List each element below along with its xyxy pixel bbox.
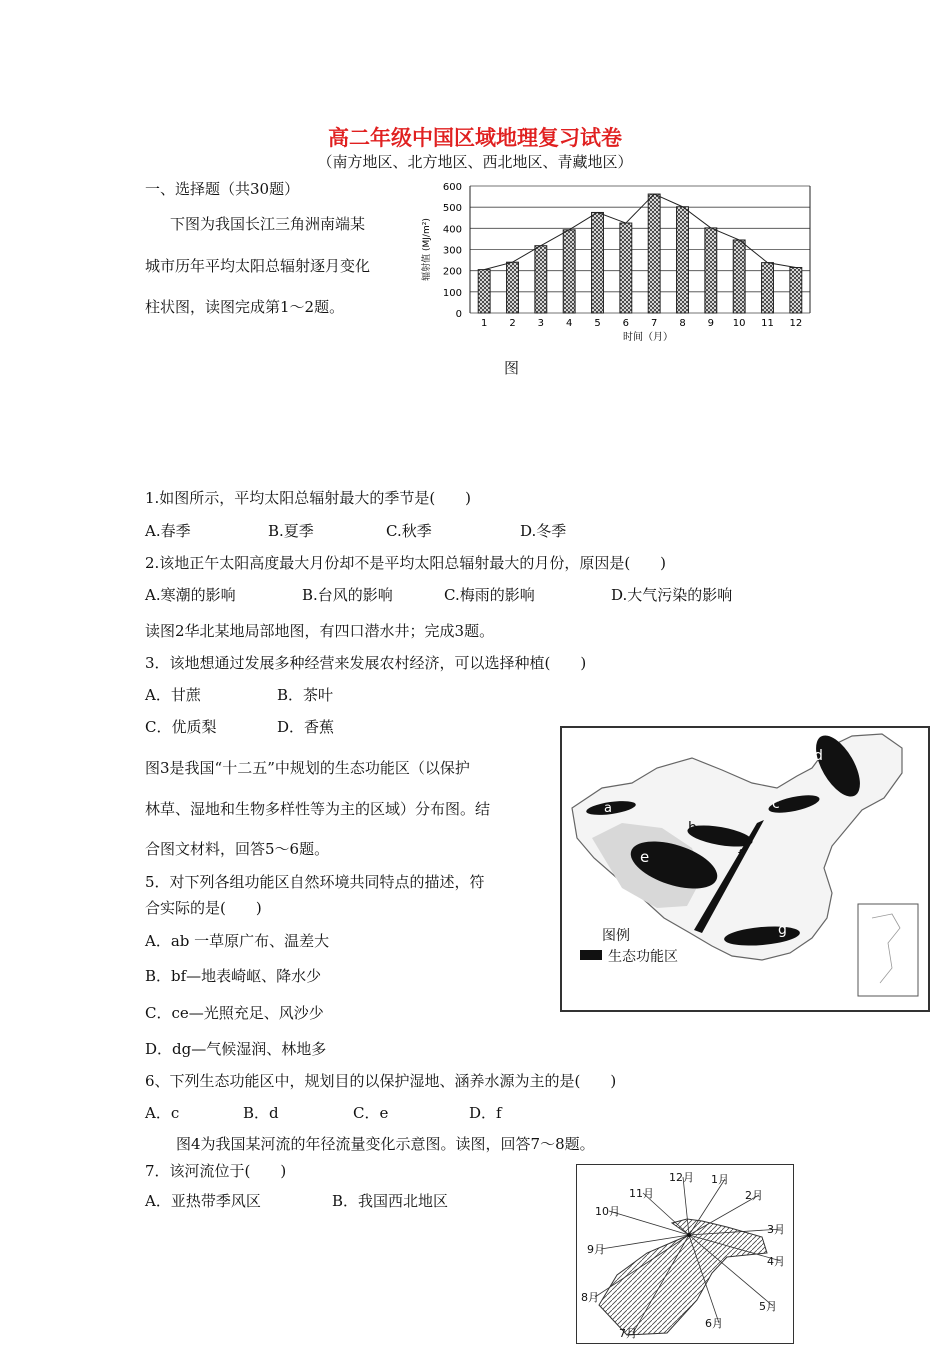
x-tick-2: 2	[509, 318, 516, 329]
south-sea-inset	[858, 904, 918, 996]
x-tick-3: 3	[537, 318, 545, 329]
page-title: 高二年级中国区域地理复习试卷	[328, 126, 622, 150]
month-label-1: 12月	[669, 1171, 694, 1184]
intro1-line2: 城市历年平均太阳总辐射逐月变化	[145, 257, 371, 275]
y-axis-label: 辐射值 (MJ/m²)	[422, 218, 432, 281]
q3-option-a[interactable]: A．甘蔗	[145, 686, 201, 704]
figure-caption: 图	[504, 359, 520, 377]
read4-text: 图4为我国某河流的年径流量变化示意图。读图，回答7～8题。	[176, 1135, 595, 1153]
bar-month-8	[677, 207, 689, 313]
bar-month-11	[762, 263, 774, 313]
bar-month-7	[648, 194, 660, 313]
month-label-7: 6月	[705, 1317, 723, 1330]
q3-option-b[interactable]: B．茶叶	[277, 686, 334, 704]
q5-stem-line2: 合实际的是( )	[145, 899, 262, 917]
x-tick-1: 1	[480, 318, 488, 329]
bar-month-1	[478, 270, 490, 313]
bar-month-3	[535, 246, 547, 313]
x-tick-12: 12	[789, 318, 803, 329]
q2-option-b[interactable]: B.台风的影响	[302, 586, 393, 604]
radar-center	[687, 1233, 691, 1237]
month-label-3: 2月	[745, 1189, 763, 1202]
month-label-6: 5月	[759, 1300, 777, 1313]
q6-option-a[interactable]: A．c	[145, 1104, 180, 1122]
legend-title: 图例	[602, 928, 630, 944]
x-tick-4: 4	[565, 318, 573, 329]
q2-stem: 2.该地正午太阳高度最大月份却不是平均太阳总辐射最大的月份，原因是( )	[145, 554, 667, 572]
q5-option-a[interactable]: A．ab 一草原广布、温差大	[145, 932, 330, 950]
legend-swatch	[580, 950, 602, 960]
month-label-8: 7月	[619, 1327, 637, 1340]
bar-month-12	[790, 267, 802, 313]
y-tick-0: 0	[455, 309, 462, 320]
month-label-10: 9月	[587, 1243, 605, 1256]
x-tick-11: 11	[761, 318, 774, 329]
q6-stem: 6、下列生态功能区中，规划目的以保护湿地、涵养水源为主的是( )	[145, 1072, 617, 1090]
label-g: g	[778, 922, 787, 938]
month-label-2: 1月	[711, 1173, 729, 1186]
y-tick-300: 300	[442, 245, 462, 257]
y-tick-400: 400	[442, 224, 462, 236]
q3-option-d[interactable]: D．香蕉	[277, 718, 335, 736]
bar-month-6	[620, 223, 632, 313]
y-tick-100: 100	[442, 287, 462, 299]
intro1-line1: 下图为我国长江三角洲南端某	[170, 215, 366, 233]
month-label-4: 3月	[767, 1223, 785, 1236]
q1-option-c[interactable]: C.秋季	[386, 522, 432, 540]
q1-option-d[interactable]: D.冬季	[520, 522, 567, 540]
radiation-bar-chart	[415, 178, 820, 348]
q1-option-a[interactable]: A.春季	[145, 522, 191, 540]
q6-option-d[interactable]: D．f	[469, 1104, 502, 1122]
read2-text: 读图2华北某地局部地图，有四口潜水井；完成3题。	[145, 622, 495, 640]
x-tick-6: 6	[622, 318, 630, 329]
legend-item: 生态功能区	[608, 949, 678, 965]
bar-month-9	[705, 228, 717, 313]
bar-month-5	[592, 212, 604, 313]
label-c: c	[772, 796, 780, 812]
q5-option-b[interactable]: B．bf—地表崎岖、降水少	[145, 967, 322, 985]
y-tick-500: 500	[442, 203, 462, 215]
intro3-line3: 合图文材料，回答5～6题。	[145, 840, 330, 858]
label-a: a	[604, 801, 612, 816]
bar-month-2	[507, 262, 519, 313]
q7-option-b[interactable]: B．我国西北地区	[332, 1192, 449, 1210]
runoff-radar	[577, 1165, 793, 1343]
intro3-line2: 林草、湿地和生物多样性等为主的区域）分布图。结	[145, 800, 491, 818]
y-tick-600: 600	[442, 182, 462, 193]
q1-stem: 1.如图所示，平均太阳总辐射最大的季节是( )	[145, 489, 472, 507]
x-tick-8: 8	[679, 318, 686, 329]
label-d: d	[814, 748, 823, 764]
x-tick-7: 7	[650, 318, 658, 329]
month-label-5: 4月	[767, 1255, 785, 1268]
q6-option-c[interactable]: C．e	[353, 1104, 389, 1122]
q2-option-c[interactable]: C.梅雨的影响	[444, 586, 535, 604]
x-tick-9: 9	[707, 318, 715, 329]
q3-stem: 3．该地想通过发展多种经营来发展农村经济，可以选择种植( )	[145, 654, 587, 672]
q5-stem-line1: 5．对下列各组功能区自然环境共同特点的描述，符	[145, 873, 485, 891]
y-tick-200: 200	[442, 266, 462, 278]
intro3-line1: 图3是我国“十二五”中规划的生态功能区（以保护	[145, 759, 470, 777]
ecology-map-frame	[560, 726, 930, 1012]
trend-line	[484, 194, 796, 270]
q5-option-c[interactable]: C．ce—光照充足、风沙少	[145, 1004, 324, 1022]
q3-option-c[interactable]: C．优质梨	[145, 718, 217, 736]
bar-month-10	[733, 240, 745, 313]
month-label-12: 11月	[629, 1187, 654, 1200]
q7-option-a[interactable]: A．亚热带季风区	[145, 1192, 261, 1210]
label-b: b	[688, 820, 697, 836]
month-label-9: 8月	[581, 1291, 599, 1304]
label-f: f	[738, 848, 743, 864]
q2-option-a[interactable]: A.寒潮的影响	[145, 586, 236, 604]
x-tick-10: 10	[732, 318, 746, 329]
runoff-area	[599, 1219, 767, 1335]
q1-option-b[interactable]: B.夏季	[268, 522, 314, 540]
page-subtitle: （南方地区、北方地区、西北地区、青藏地区）	[317, 153, 633, 171]
q5-option-d[interactable]: D．dg—气候湿润、林地多	[145, 1040, 327, 1058]
runoff-radar-frame	[576, 1164, 794, 1344]
label-e: e	[640, 848, 650, 866]
intro1-line3: 柱状图，读图完成第1～2题。	[145, 298, 345, 316]
q2-option-d[interactable]: D.大气污染的影响	[611, 586, 733, 604]
q6-option-b[interactable]: B．d	[243, 1104, 279, 1122]
month-label-11: 10月	[595, 1205, 620, 1218]
x-axis-label: 时间（月）	[623, 332, 673, 343]
q7-stem: 7．该河流位于( )	[145, 1162, 287, 1180]
x-tick-5: 5	[594, 318, 601, 329]
bar-month-4	[563, 230, 575, 313]
section-heading: 一、选择题（共30题）	[145, 180, 300, 198]
ecology-map	[562, 728, 928, 1010]
